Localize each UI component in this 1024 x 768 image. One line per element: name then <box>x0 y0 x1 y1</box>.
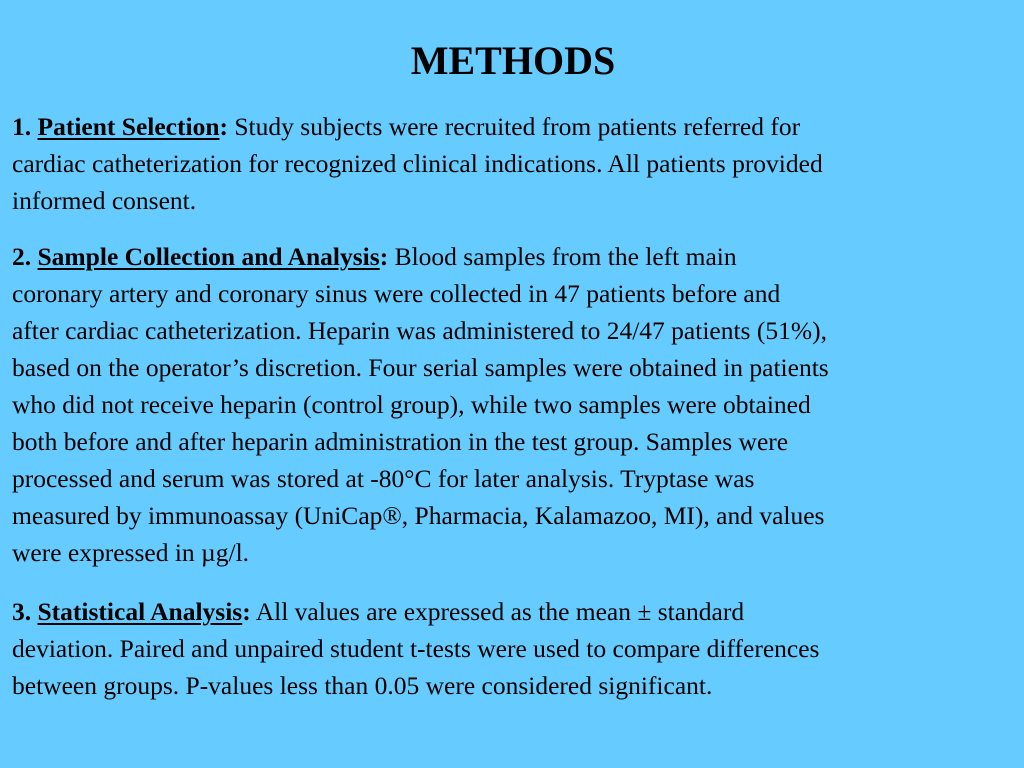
section-line: between groups. P-values less than 0.05 were considered significant. <box>12 671 713 700</box>
section-heading-colon: : <box>219 112 228 141</box>
section-line: cardiac catheterization for recognized clinical indications. All patients provided <box>12 149 823 178</box>
section-line: All values are expressed as the mean ± standard <box>250 597 745 626</box>
section-first-line <box>12 108 823 145</box>
section-line: coronary artery and coronary sinus were collected in 47 patients before and <box>12 279 781 308</box>
section-number: 2. <box>12 242 38 271</box>
section-heading-text: Sample Collection and Analysis <box>37 242 380 271</box>
section-line: processed and serum was stored at -80°C for later analysis. Tryptase was <box>12 464 755 493</box>
section-heading-colon: : <box>379 242 389 271</box>
section-line: informed consent. <box>12 186 197 215</box>
section-statistical-analysis <box>12 593 819 704</box>
section-heading <box>38 597 251 626</box>
section-line: Study subjects were recruited from patients referred for <box>228 112 801 141</box>
section-heading <box>38 112 229 141</box>
section-line: deviation. Paired and unpaired student t-tests were used to compare differences <box>12 634 820 663</box>
section-line: who did not receive heparin (control group), while two samples were obtained <box>12 390 811 419</box>
section-heading <box>38 242 389 271</box>
section-line: based on the operator’s discretion. Four serial samples were obtained in patients <box>12 353 829 382</box>
section-sample-collection <box>12 238 829 571</box>
section-line: both before and after heparin administration in the test group. Samples were <box>12 427 789 456</box>
section-line: measured by immunoassay (UniCap®, Pharmacia, Kalamazoo, MI), and values <box>12 501 825 530</box>
slide-title: METHODS <box>410 38 616 83</box>
section-heading-text: Patient Selection <box>37 112 220 141</box>
section-number: 3. <box>12 597 38 626</box>
section-line: were expressed in µg/l. <box>12 538 250 567</box>
section-heading-text: Statistical Analysis <box>37 597 243 626</box>
section-heading-colon: : <box>242 597 251 626</box>
section-first-line <box>12 593 819 630</box>
section-first-line <box>12 238 829 275</box>
section-line: after cardiac catheterization. Heparin was administered to 24/47 patients (51%), <box>12 316 827 345</box>
section-line: Blood samples from the left main <box>388 242 737 271</box>
section-number: 1. <box>12 112 38 141</box>
section-patient-selection <box>12 108 823 219</box>
